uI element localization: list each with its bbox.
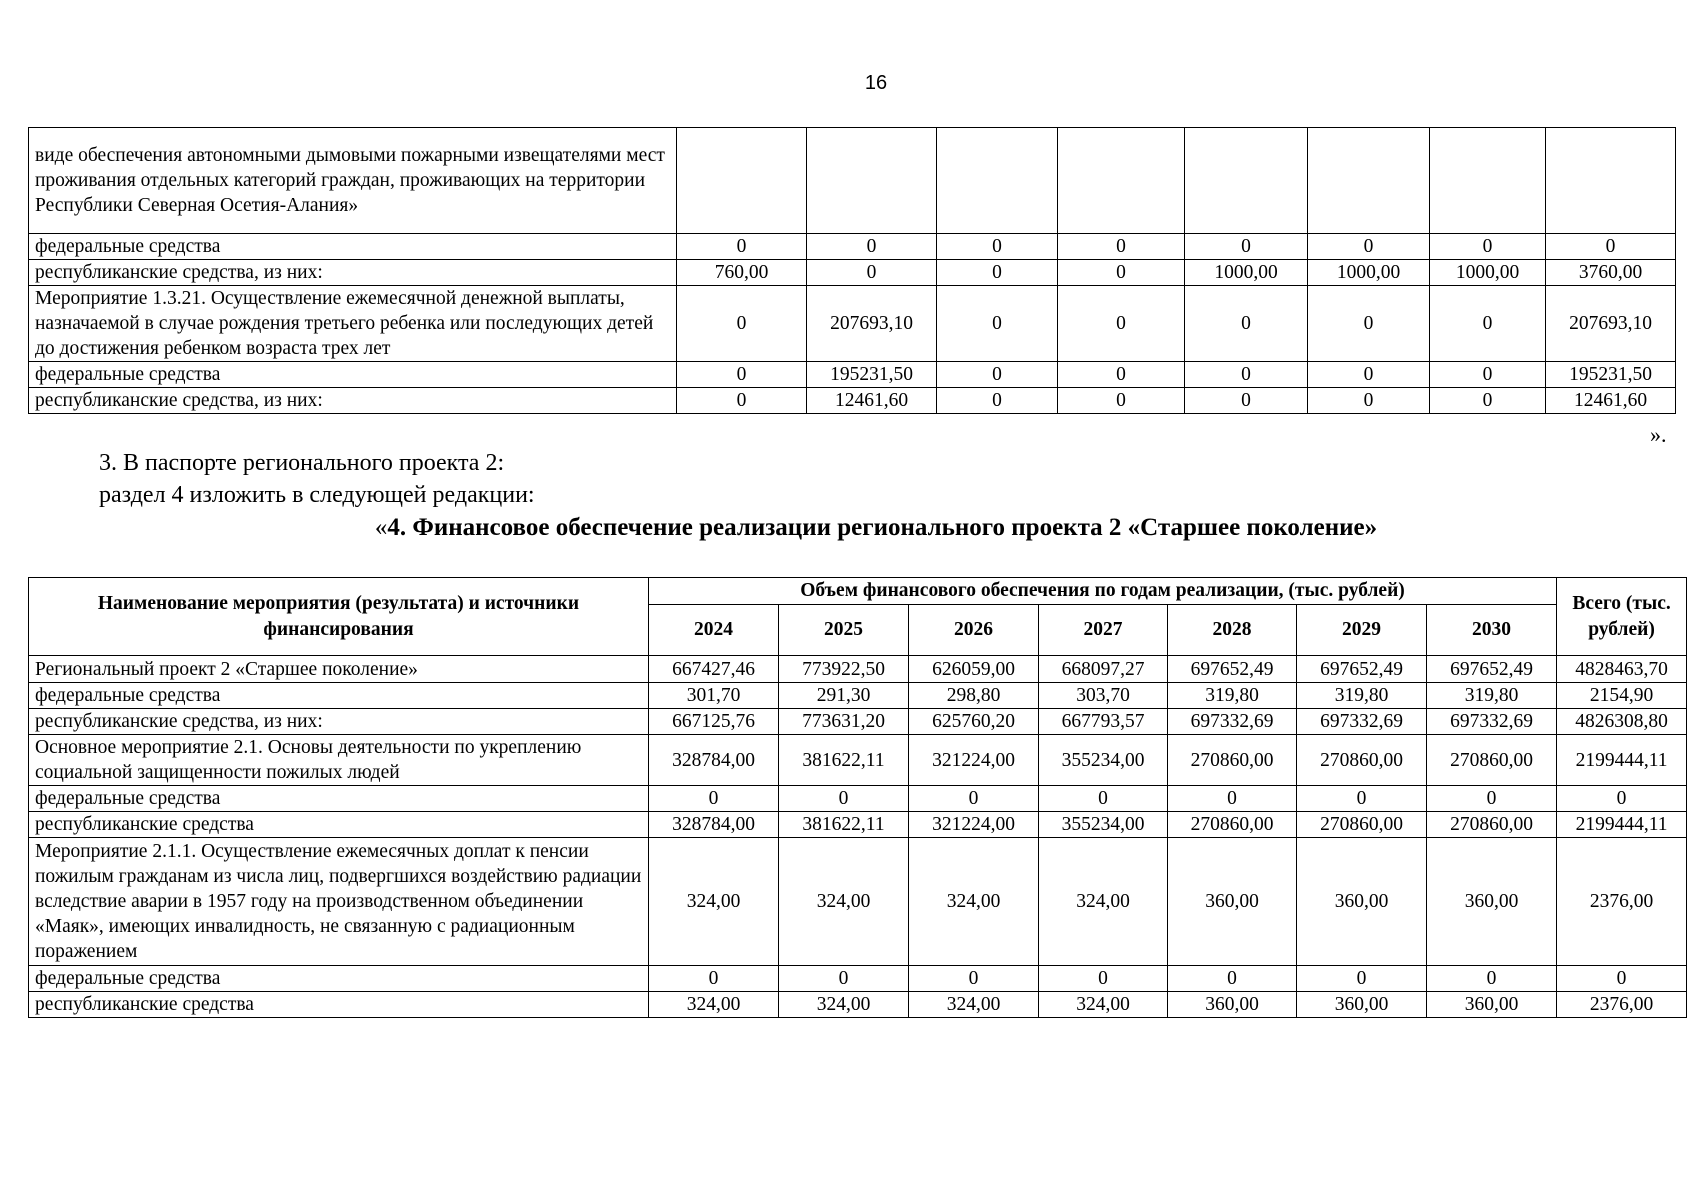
header-year: 2030 <box>1427 605 1557 656</box>
cell-value: 0 <box>1308 286 1430 362</box>
table-row <box>29 812 1687 838</box>
cell-value: 668097,27 <box>1039 656 1168 683</box>
cell-value: 270860,00 <box>1297 735 1427 786</box>
section-title <box>0 512 1697 544</box>
cell-value: 0 <box>1185 388 1308 414</box>
cell-value: 0 <box>1308 362 1430 388</box>
row-name: республиканские средства <box>29 812 649 838</box>
closing-quote: ». <box>1650 422 1667 447</box>
cell-value: 697332,69 <box>1427 709 1557 735</box>
cell-value: 0 <box>937 388 1058 414</box>
table-row <box>29 656 1687 683</box>
table-row <box>29 286 1676 362</box>
header-year: 2027 <box>1039 605 1168 656</box>
cell-value: 324,00 <box>909 838 1039 966</box>
table-row <box>29 362 1676 388</box>
cell-value: 0 <box>779 786 909 812</box>
cell-value: 0 <box>909 786 1039 812</box>
table-row <box>29 786 1687 812</box>
cell-value <box>677 128 807 234</box>
cell-value: 0 <box>937 260 1058 286</box>
cell-value: 697652,49 <box>1297 656 1427 683</box>
header-year: 2025 <box>779 605 909 656</box>
cell-value: 0 <box>677 286 807 362</box>
paragraph-item-3: 3. В паспорте регионального проекта 2: <box>99 450 505 476</box>
cell-value: 4828463,70 <box>1557 656 1687 683</box>
section-title-text: 4. Финансовое обеспечение реализации регионального проекта 2 «Старшее поколение» <box>387 514 1378 541</box>
cell-value: 4826308,80 <box>1557 709 1687 735</box>
header-total: Всего (тыс. рублей) <box>1557 578 1687 656</box>
cell-value: 1000,00 <box>1430 260 1546 286</box>
row-name: федеральные средства <box>29 234 677 260</box>
cell-value: 0 <box>677 234 807 260</box>
cell-value: 321224,00 <box>909 735 1039 786</box>
row-name: федеральные средства <box>29 362 677 388</box>
cell-value: 321224,00 <box>909 812 1039 838</box>
header-year: 2026 <box>909 605 1039 656</box>
row-name: Мероприятие 1.3.21. Осуществление ежемесячной денежной выплаты, назначаемой в случае рождения третьего ребенка или последующих детей до достижения ребенком возраста трех лет <box>29 286 677 362</box>
cell-value: 360,00 <box>1168 838 1297 966</box>
cell-value: 298,80 <box>909 683 1039 709</box>
cell-value: 0 <box>937 362 1058 388</box>
cell-value: 0 <box>1430 362 1546 388</box>
cell-value: 0 <box>1168 966 1297 992</box>
row-name: Мероприятие 2.1.1. Осуществление ежемесячных доплат к пенсии пожилым гражданам из числа лиц, подвергшихся воздействию радиации вследствие аварии в 1957 году на производственном объединении «Маяк», имеющих инвалидность, не связанную с радиационным поражением <box>29 838 649 966</box>
row-name: федеральные средства <box>29 966 649 992</box>
cell-value: 319,80 <box>1427 683 1557 709</box>
table-row <box>29 838 1687 966</box>
cell-value: 0 <box>1308 388 1430 414</box>
cell-value: 0 <box>677 362 807 388</box>
cell-value: 0 <box>1039 966 1168 992</box>
cell-value: 0 <box>1546 234 1676 260</box>
row-name: республиканские средства, из них: <box>29 260 677 286</box>
header-year: 2028 <box>1168 605 1297 656</box>
cell-value: 2199444,11 <box>1557 812 1687 838</box>
cell-value: 0 <box>1058 362 1185 388</box>
paragraph-instruction: раздел 4 изложить в следующей редакции: <box>99 482 535 508</box>
cell-value: 1000,00 <box>1308 260 1430 286</box>
row-name: республиканские средства, из них: <box>29 388 677 414</box>
cell-value: 625760,20 <box>909 709 1039 735</box>
table-row <box>29 709 1687 735</box>
table-row <box>29 683 1687 709</box>
cell-value: 0 <box>677 388 807 414</box>
cell-value: 0 <box>1308 234 1430 260</box>
row-name: виде обеспечения автономными дымовыми пожарными извещателями мест проживания отдельных категорий граждан, проживающих на территории Республики Северная Осетия-Алания» <box>29 128 677 234</box>
cell-value: 360,00 <box>1427 992 1557 1018</box>
cell-value: 301,70 <box>649 683 779 709</box>
cell-value <box>1430 128 1546 234</box>
header-name: Наименование мероприятия (результата) и источники финансирования <box>29 578 649 656</box>
row-name: федеральные средства <box>29 683 649 709</box>
cell-value: 324,00 <box>1039 992 1168 1018</box>
table-row <box>29 992 1687 1018</box>
cell-value: 0 <box>1427 786 1557 812</box>
cell-value: 626059,00 <box>909 656 1039 683</box>
cell-value: 2376,00 <box>1557 992 1687 1018</box>
header-volume: Объем финансового обеспечения по годам реализации, (тыс. рублей) <box>649 578 1557 605</box>
cell-value: 381622,11 <box>779 812 909 838</box>
cell-value: 0 <box>1058 286 1185 362</box>
cell-value: 324,00 <box>909 992 1039 1018</box>
cell-value: 697652,49 <box>1168 656 1297 683</box>
cell-value: 303,70 <box>1039 683 1168 709</box>
cell-value <box>1546 128 1676 234</box>
cell-value: 328784,00 <box>649 812 779 838</box>
cell-value: 0 <box>1427 966 1557 992</box>
cell-value: 667125,76 <box>649 709 779 735</box>
cell-value: 0 <box>1557 966 1687 992</box>
header-year: 2024 <box>649 605 779 656</box>
row-name: Региональный проект 2 «Старшее поколение» <box>29 656 649 683</box>
table-row <box>29 128 1676 234</box>
cell-value: 324,00 <box>649 992 779 1018</box>
cell-value <box>807 128 937 234</box>
cell-value: 0 <box>937 286 1058 362</box>
cell-value: 0 <box>1297 966 1427 992</box>
cell-value: 12461,60 <box>807 388 937 414</box>
cell-value: 0 <box>1430 388 1546 414</box>
cell-value: 0 <box>1058 260 1185 286</box>
cell-value: 270860,00 <box>1427 812 1557 838</box>
table-row <box>29 260 1676 286</box>
cell-value <box>1308 128 1430 234</box>
cell-value: 697332,69 <box>1297 709 1427 735</box>
table-row <box>29 966 1687 992</box>
cell-value: 270860,00 <box>1168 735 1297 786</box>
row-name: федеральные средства <box>29 786 649 812</box>
financing-table <box>28 577 1687 1018</box>
cell-value: 0 <box>1185 362 1308 388</box>
cell-value: 360,00 <box>1427 838 1557 966</box>
cell-value: 697332,69 <box>1168 709 1297 735</box>
cell-value: 195231,50 <box>807 362 937 388</box>
cell-value: 0 <box>779 966 909 992</box>
table-row <box>29 388 1676 414</box>
cell-value: 773922,50 <box>779 656 909 683</box>
cell-value: 355234,00 <box>1039 735 1168 786</box>
cell-value <box>937 128 1058 234</box>
cell-value: 0 <box>1557 786 1687 812</box>
cell-value: 0 <box>649 786 779 812</box>
cell-value: 207693,10 <box>1546 286 1676 362</box>
cell-value <box>1058 128 1185 234</box>
cell-value: 773631,20 <box>779 709 909 735</box>
row-name: республиканские средства, из них: <box>29 709 649 735</box>
cell-value: 0 <box>1058 234 1185 260</box>
cell-value: 319,80 <box>1297 683 1427 709</box>
cell-value: 3760,00 <box>1546 260 1676 286</box>
cell-value: 667793,57 <box>1039 709 1168 735</box>
cell-value: 319,80 <box>1168 683 1297 709</box>
cell-value: 270860,00 <box>1427 735 1557 786</box>
cell-value: 360,00 <box>1297 992 1427 1018</box>
cell-value: 0 <box>1168 786 1297 812</box>
cell-value: 270860,00 <box>1168 812 1297 838</box>
page-number: 16 <box>864 72 888 94</box>
cell-value: 0 <box>1430 234 1546 260</box>
cell-value: 324,00 <box>779 838 909 966</box>
cell-value: 0 <box>1185 234 1308 260</box>
cell-value: 0 <box>1430 286 1546 362</box>
cell-value: 291,30 <box>779 683 909 709</box>
cell-value: 328784,00 <box>649 735 779 786</box>
cell-value: 667427,46 <box>649 656 779 683</box>
header-year: 2029 <box>1297 605 1427 656</box>
financing-table-continued <box>28 127 1676 414</box>
cell-value: 0 <box>649 966 779 992</box>
cell-value: 0 <box>807 234 937 260</box>
cell-value: 0 <box>909 966 1039 992</box>
cell-value: 0 <box>807 260 937 286</box>
cell-value: 360,00 <box>1297 838 1427 966</box>
cell-value: 355234,00 <box>1039 812 1168 838</box>
cell-value: 2199444,11 <box>1557 735 1687 786</box>
cell-value: 324,00 <box>649 838 779 966</box>
table-row <box>29 234 1676 260</box>
cell-value: 697652,49 <box>1427 656 1557 683</box>
cell-value: 12461,60 <box>1546 388 1676 414</box>
cell-value: 2376,00 <box>1557 838 1687 966</box>
cell-value: 360,00 <box>1168 992 1297 1018</box>
cell-value: 0 <box>937 234 1058 260</box>
cell-value: 1000,00 <box>1185 260 1308 286</box>
cell-value: 381622,11 <box>779 735 909 786</box>
table-row <box>29 735 1687 786</box>
cell-value: 0 <box>1297 786 1427 812</box>
cell-value: 0 <box>1058 388 1185 414</box>
cell-value: 324,00 <box>779 992 909 1018</box>
cell-value: 760,00 <box>677 260 807 286</box>
cell-value: 207693,10 <box>807 286 937 362</box>
section-title-open-quote: « <box>374 514 388 541</box>
cell-value: 270860,00 <box>1297 812 1427 838</box>
cell-value: 324,00 <box>1039 838 1168 966</box>
cell-value: 0 <box>1039 786 1168 812</box>
row-name: республиканские средства <box>29 992 649 1018</box>
cell-value: 2154,90 <box>1557 683 1687 709</box>
cell-value <box>1185 128 1308 234</box>
cell-value: 195231,50 <box>1546 362 1676 388</box>
cell-value: 0 <box>1185 286 1308 362</box>
row-name: Основное мероприятие 2.1. Основы деятельности по укреплению социальной защищенности пожилых людей <box>29 735 649 786</box>
